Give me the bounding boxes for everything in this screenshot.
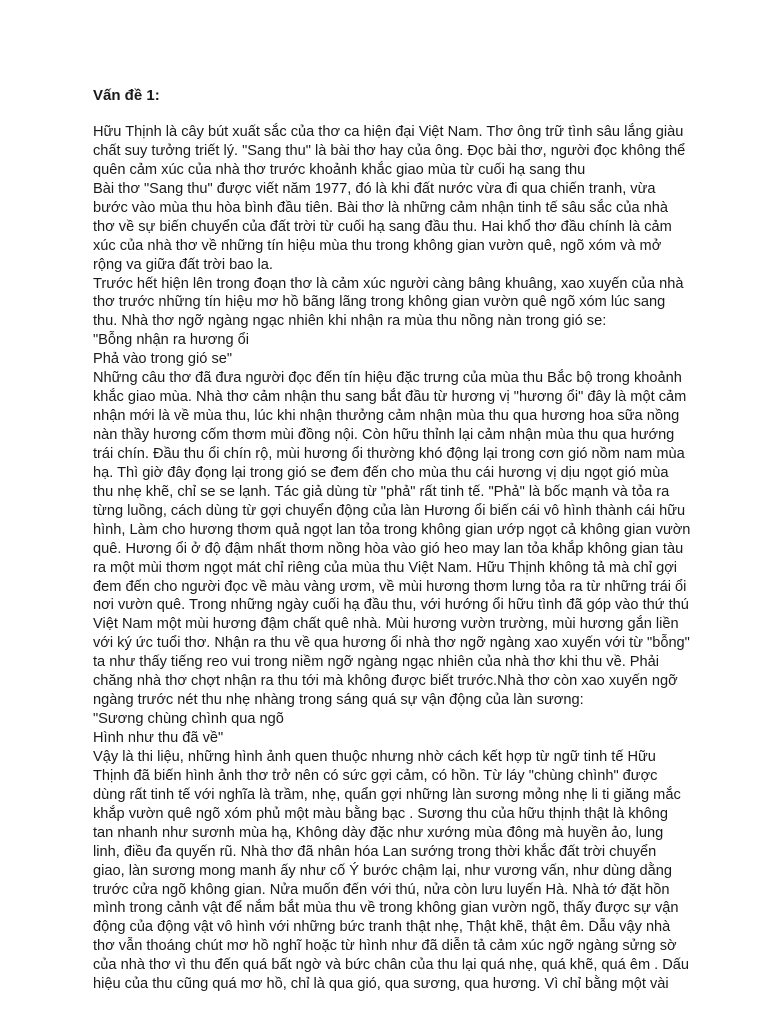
text-line: Việt Nam một mùi hương đậm chất quê nhà. Mùi hương vườn trường, mùi hương gắn liền [93,616,679,633]
text-line: trái chín. Đầu thu ổi chín rộ, mùi hương ổi thường khó động lại trong cơn gió nồm nam mùa [93,445,685,462]
text-line: Hình như thu đã về" [93,730,224,746]
text-line: Những câu thơ đã đưa người đọc đến tín hiệu đặc trưng của mùa thu Bắc bộ trong khoảnh [93,370,682,387]
document-body [93,123,691,994]
document-heading: Vấn đề 1: [93,87,160,104]
text-line: nơi vườn quê. Trong những ngày cuối hạ đầu thu, với hướng ổi hữu tình đã góp vào thứ thú [93,597,689,614]
text-line: Hữu Thịnh là cây bút xuất sắc của thơ ca hiện đại Việt Nam. Thơ ông trữ tình sâu lắng giàu [93,124,684,140]
text-line: "Bỗng nhận ra hương ổi [93,332,249,349]
text-line: giao, làn sương mong manh ấy như cố Ý bước chậm lại, như vương vấn, như dùng dằng [93,862,672,879]
text-line: "Sương chùng chình qua ngõ [93,711,284,728]
text-line: bước vào mùa thu hòa bình đầu tiên. Bài thơ là những cảm nhận tinh tế sâu sắc của nhà [93,199,668,216]
text-line: đem đến cho người đọc về màu vàng ươm, về mùi hương thơm lưng tỏa ra từ những trái ổi [93,578,687,595]
text-line: khắc giao mùa. Nhà thơ cảm nhận thu sang bắt đầu từ hương vị "hương ổi" đây là một cảm [93,389,687,406]
text-line: khắp vườn quê ngõ xóm phủ một màu bằng bạc . Sương thu của hữu thịnh thật là không [93,805,668,822]
text-line: Phả vào trong gió se" [93,351,233,368]
text-line: quê. Hương ổi ở độ đậm nhất thơm nồng hòa vào gió heo may lan tỏa khắp không gian tàu [93,540,684,557]
text-line: của nhà thơ vì thu đến quá bất ngờ và bức chân của thu lại quá nhẹ, quá khẽ, quá êm . Dấu [93,957,690,974]
text-line: quên cảm xúc của nhà thơ trước khoảnh khắc giao mùa từ cuối hạ sang thu [93,161,586,178]
text-line: Bài thơ "Sang thu" được viết năm 1977, đó là khi đất nước vừa đi qua chiến tranh, vừa [93,180,656,197]
text-line: Trước hết hiện lên trong đoạn thơ là cảm xúc người càng bâng khuâng, xao xuyến của nhà [93,275,684,292]
text-line: mình trong cảnh vật để nắm bắt mùa thu về trong không gian vườn ngõ, thấy được sự vận [93,900,679,917]
text-line: thu nhẹ khẽ, chỉ se se lạnh. Tác giả dùng từ "phả" rất tinh tế. "Phả" là bốc mạnh và tỏa ra [93,483,670,500]
text-line: ngàng trước nét thu nhẹ nhàng trong sáng quá sự vận động của làn sương: [93,692,584,709]
text-line: hạ. Thì giờ đây đọng lại trong gió se đem đến cho mùa thu cái hương vị dịu ngọt gió mùa [93,464,669,481]
text-line: tan nhanh như sươnh mùa hạ, Không dày đặc như xướng mùa đông mà huyền ảo, lung [93,824,664,841]
text-line: thơ trước những tín hiệu mơ hồ bãng lãng trong không gian vườn quê ngõ xóm lúc sang [93,294,666,311]
text-line: chăng nhà thơ chợt nhận ra thu tới mà không được biết trước.Nhà thơ còn xao xuyến ngỡ [93,673,678,690]
text-line: thu. Nhà thơ ngỡ ngàng ngạc nhiên khi nhận ra mùa thu nồng nàn trong gió se: [93,313,607,330]
text-line: Vậy là thi liệu, những hình ảnh quen thuộc nhưng nhờ cách kết hợp từ ngữ tinh tế Hữu [93,748,656,765]
text-line: ta như thấy tiếng reo vui trong niềm ngỡ ngàng ngạc nhiên của nhà thơ khi thu về. Phải [93,654,660,671]
text-line: thơ về sự biến chuyển của đất trời từ cuối hạ sang đầu thu. Hai khổ thơ đầu chính là cảm [93,218,672,235]
text-line: động của động vật vô hình với những bức tranh thật nhẹ, Thật khẽ, thật êm. Dẫu vậy nhà [93,919,671,936]
text-line: chất suy tưởng triết lý. "Sang thu" là bài thơ hay của ông. Đọc bài thơ, người đọc không thể [93,142,686,159]
text-line: hình, Làm cho hương thơm quả ngọt lan tỏa trong không gian ướp ngọt cả không gian vườn [93,521,691,538]
text-line: linh, điều đa quyến rũ. Nhà thơ đã nhân hóa Lan sướng trong thời khắc đất trời chuyển [93,843,657,860]
text-line: dùng rất tinh tế với nghĩa là trầm, nhẹ, quẩn gợi những làn sương mỏng nhẹ li ti giăng mắc [93,786,681,803]
text-line: hiệu của thu cũng quá mơ hồ, chỉ là qua gió, qua sương, qua hương. Vì chỉ bằng một vài [93,976,669,993]
text-line: ra một mùi thơm ngọt mát chỉ riêng của mùa thu Việt Nam. Hữu Thịnh không tả mà chỉ gợi [93,559,678,576]
text-line: trước cửa ngõ không gian. Nửa muốn đến với thú, nửa còn lưu luyến Hà. Nhà tớ đặt hồn [93,881,670,898]
text-line: thơ vẫn thoáng chút mơ hồ nghĩ hoặc từ hình như đã diễn tả cảm xúc ngỡ ngàng sửng sờ [93,938,677,955]
text-line: rộng va giữa đất trời bao la. [93,256,273,273]
text-line: xúc của nhà thơ về những tín hiệu mùa thu trong không gian vườn quê, ngõ xóm và mở [93,237,662,254]
text-line: Thịnh đã biến hình ảnh thơ trở nên có sức gợi cảm, có hồn. Từ láy "chùng chình" được [93,767,658,784]
text-line: nhận mới là về mùa thu, lúc khi nhận thưởng cảm nhận mùa thu qua hương hoa sữa nồng [93,408,680,425]
text-line: từng luồng, cách dùng từ gợi chuyển động của làn Hương ổi biến cái vô hình thành cái hữu [93,502,686,519]
text-line: với ký ức tuổi thơ. Nhận ra thu về qua hương ổi nhà thơ ngỡ ngàng xao xuyến với từ "bỗng" [93,635,690,652]
text-line: nàn thầy hương cốm thơm mùi đồng nội. Còn hữu thỉnh lại cảm nhận mùa thu qua hướng [93,427,675,443]
